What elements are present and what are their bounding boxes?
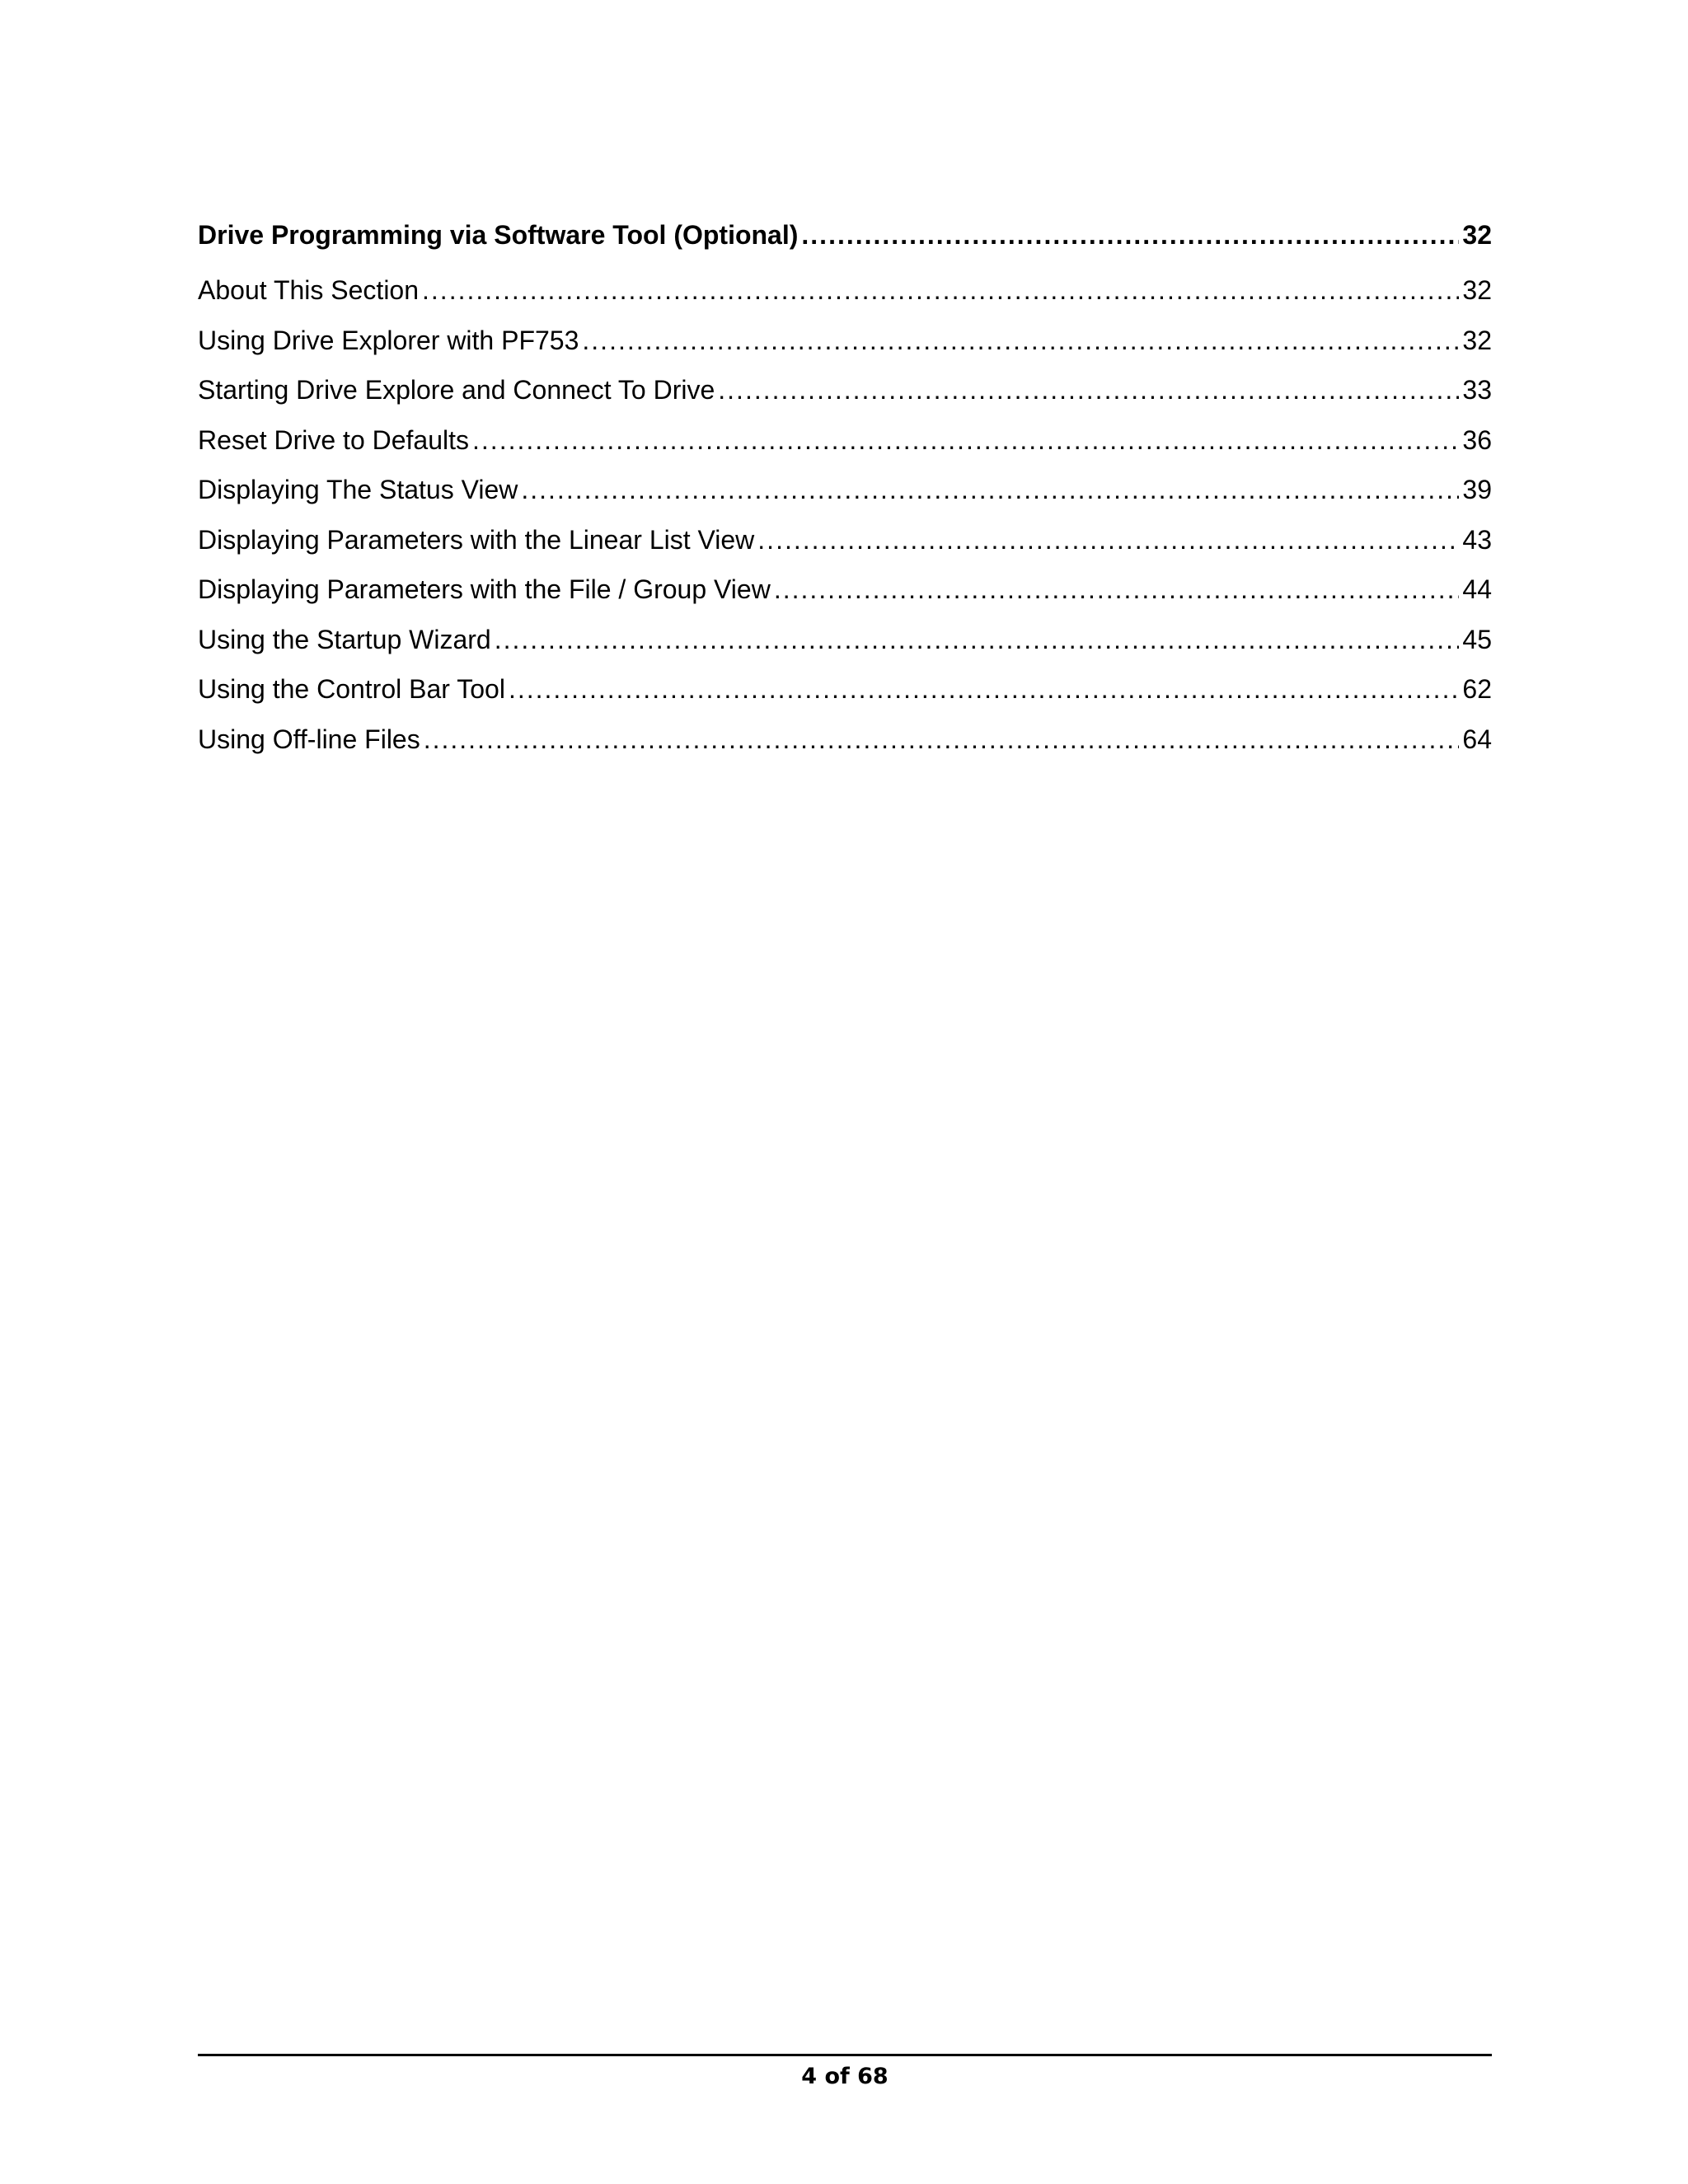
- toc-heading-title: Drive Programming via Software Tool (Optional): [198, 220, 799, 250]
- toc-dot-leader: [521, 465, 1459, 515]
- toc-entry-title: Using the Startup Wizard: [198, 624, 491, 654]
- toc-entry-page: 44: [1462, 574, 1492, 604]
- toc-dot-leader: [472, 415, 1459, 466]
- toc-dot-leader: [718, 365, 1459, 415]
- toc-entry-title: Reset Drive to Defaults: [198, 424, 470, 455]
- toc-dot-leader: [801, 213, 1459, 258]
- toc-entry-page: 43: [1462, 524, 1492, 555]
- toc-dot-leader: [582, 316, 1459, 366]
- toc-entry-title: Displaying The Status View: [198, 475, 518, 504]
- toc-section-heading[interactable]: [198, 213, 1492, 265]
- toc-dot-leader: [424, 715, 1460, 765]
- toc-dot-leader: [422, 265, 1459, 316]
- table-of-contents: [198, 213, 1492, 764]
- toc-entry-off-line-files[interactable]: [198, 715, 1492, 765]
- footer-page-number: 4 of 68: [801, 2064, 889, 2089]
- toc-entry-about-this-section[interactable]: [198, 265, 1492, 316]
- toc-entry-title: Displaying Parameters with the Linear List View: [198, 524, 755, 555]
- toc-dot-leader: [495, 615, 1460, 665]
- toc-entry-page: 39: [1462, 475, 1492, 504]
- toc-entry-page: 32: [1462, 325, 1492, 355]
- toc-dot-leader: [757, 515, 1459, 565]
- toc-dot-leader: [509, 664, 1459, 715]
- toc-entry-status-view[interactable]: [198, 465, 1492, 515]
- toc-entry-page: 32: [1462, 275, 1492, 305]
- toc-entry-file-group-view[interactable]: [198, 565, 1492, 615]
- toc-entry-reset-drive[interactable]: [198, 415, 1492, 466]
- toc-entry-title: Using Drive Explorer with PF753: [198, 325, 579, 355]
- toc-entry-title: Displaying Parameters with the File / Group View: [198, 574, 771, 604]
- toc-entry-page: 62: [1462, 674, 1492, 704]
- toc-entry-title: Using Off-line Files: [198, 724, 420, 754]
- toc-entry-using-drive-explorer[interactable]: [198, 316, 1492, 366]
- toc-entry-page: 45: [1462, 624, 1492, 654]
- toc-entry-linear-list-view[interactable]: [198, 515, 1492, 565]
- toc-entry-startup-wizard[interactable]: [198, 615, 1492, 665]
- toc-entry-title: Using the Control Bar Tool: [198, 674, 505, 704]
- toc-entry-title: Starting Drive Explore and Connect To Drive: [198, 375, 715, 405]
- toc-entry-page: 33: [1462, 375, 1492, 405]
- footer-divider: [198, 2054, 1492, 2056]
- toc-entry-control-bar-tool[interactable]: [198, 664, 1492, 715]
- toc-entry-title: About This Section: [198, 275, 420, 305]
- toc-heading-page: 32: [1462, 220, 1492, 250]
- toc-entry-page: 36: [1462, 424, 1492, 455]
- toc-dot-leader: [774, 565, 1460, 615]
- toc-entry-page: 64: [1462, 724, 1492, 754]
- toc-entry-starting-drive-explore[interactable]: [198, 365, 1492, 415]
